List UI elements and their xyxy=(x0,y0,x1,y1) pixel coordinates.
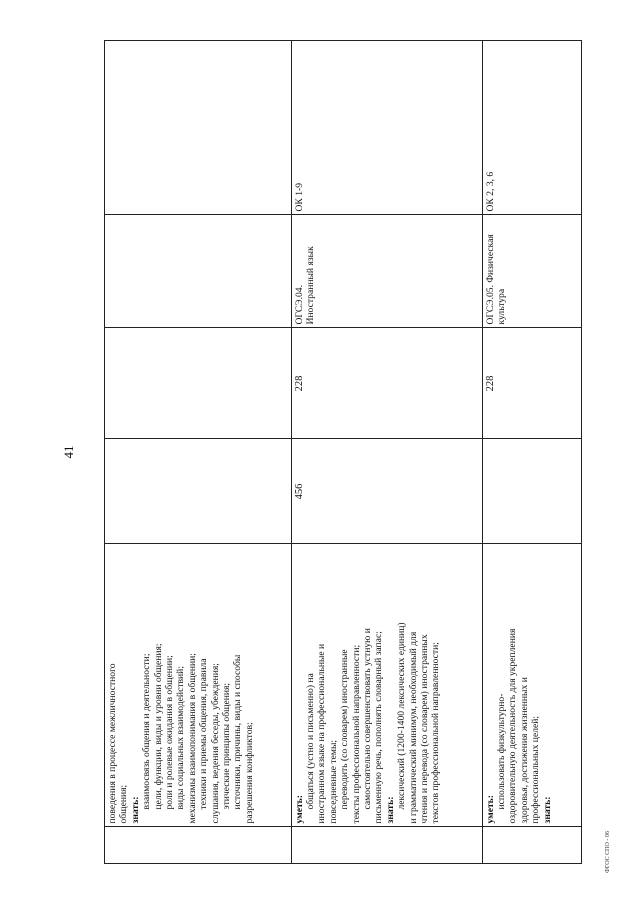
description-line: профессиональных целей; xyxy=(530,715,542,824)
description-line: иностранном языке на профессиональные и xyxy=(316,643,328,824)
required-hours-cell: 228 xyxy=(482,328,581,439)
description-line: поведения в процессе межличностного xyxy=(107,663,118,824)
description-line: техники и приемы общения, правила xyxy=(198,658,210,810)
footer-code: ФГОС СПО - 06 xyxy=(605,831,611,873)
required-hours-cell: 228 xyxy=(291,328,482,439)
max-hours-cell xyxy=(482,439,581,544)
required-hours-cell xyxy=(105,328,291,439)
competencies-cell xyxy=(105,41,291,215)
max-hours-cell: 456 xyxy=(291,439,482,544)
discipline-code: ОГСЭ.05. Физическая xyxy=(484,234,496,325)
competencies-cell: ОК 1-9 xyxy=(291,41,482,215)
description-line: знать: xyxy=(541,796,553,824)
description-line: чтения и перевода (со словарем) иностранных xyxy=(418,634,430,824)
competencies-cell: ОК 2, 3, 6 xyxy=(482,41,581,215)
discipline-cell xyxy=(105,215,291,328)
table-row xyxy=(105,41,291,863)
description-cell xyxy=(291,544,482,827)
description-line: текстов профессиональной направленности; xyxy=(430,642,442,824)
discipline-name: культура xyxy=(495,288,507,325)
description-line: самостоятельно совершенствовать устную и xyxy=(361,628,373,810)
max-hours-cell xyxy=(105,439,291,544)
description-line: цели, функции, виды и уровни общения; xyxy=(152,643,164,810)
description-line: взаимосвязь общения и деятельности; xyxy=(141,653,153,810)
description-line: механизмы взаимопонимания в общении; xyxy=(186,653,198,824)
description-line: повседневные темы; xyxy=(327,739,339,824)
description-line: знать: xyxy=(384,796,396,824)
discipline-code: ОГСЭ.04. xyxy=(293,285,305,325)
description-line: общаться (устно и письменно) на xyxy=(304,673,316,810)
discipline-cell xyxy=(482,215,581,328)
description-cell xyxy=(482,544,581,827)
description-line: здоровья, достижения жизненных и xyxy=(518,677,530,824)
table-row xyxy=(291,41,482,863)
description-line: общения; xyxy=(118,784,130,824)
page-number: 41 xyxy=(61,445,76,459)
description-line: тексты профессиональной направленности; xyxy=(350,644,362,824)
description-line: оздоровительную деятельность для укрепления xyxy=(507,628,519,824)
description-line: источники, причины, виды и способы xyxy=(232,654,244,810)
description-line: слушания, ведения беседы, убеждения; xyxy=(209,663,221,824)
description-line: виды социальных взаимодействий; xyxy=(175,666,187,810)
description-line: уметь: xyxy=(293,795,305,824)
description-line: письменную речь, пополнять словарный запас; xyxy=(373,631,385,824)
description-line: лексический (1200-1400 лексических единиц) xyxy=(396,622,408,810)
description-line: роли и ролевые ожидания в общении; xyxy=(164,655,176,810)
index-cell xyxy=(291,827,482,863)
curriculum-table-frame xyxy=(104,40,582,864)
description-line: знать: xyxy=(129,796,141,824)
description-line: разрешения конфликтов; xyxy=(243,722,255,824)
curriculum-table xyxy=(105,41,581,863)
description-line: уметь: xyxy=(484,795,496,824)
description-cell xyxy=(105,544,291,827)
description-line: этические принципы общения; xyxy=(221,682,233,810)
discipline-cell xyxy=(291,215,482,328)
discipline-name: Иностранный язык xyxy=(304,246,316,325)
description-line: и грамматический минимум, необходимый для xyxy=(407,631,419,824)
description-line: использовать физкультурно- xyxy=(495,693,507,810)
index-cell xyxy=(482,827,581,863)
index-cell xyxy=(105,827,291,863)
description-line: переводить (со словарем) иностранные xyxy=(339,649,351,810)
table-row xyxy=(482,41,581,863)
